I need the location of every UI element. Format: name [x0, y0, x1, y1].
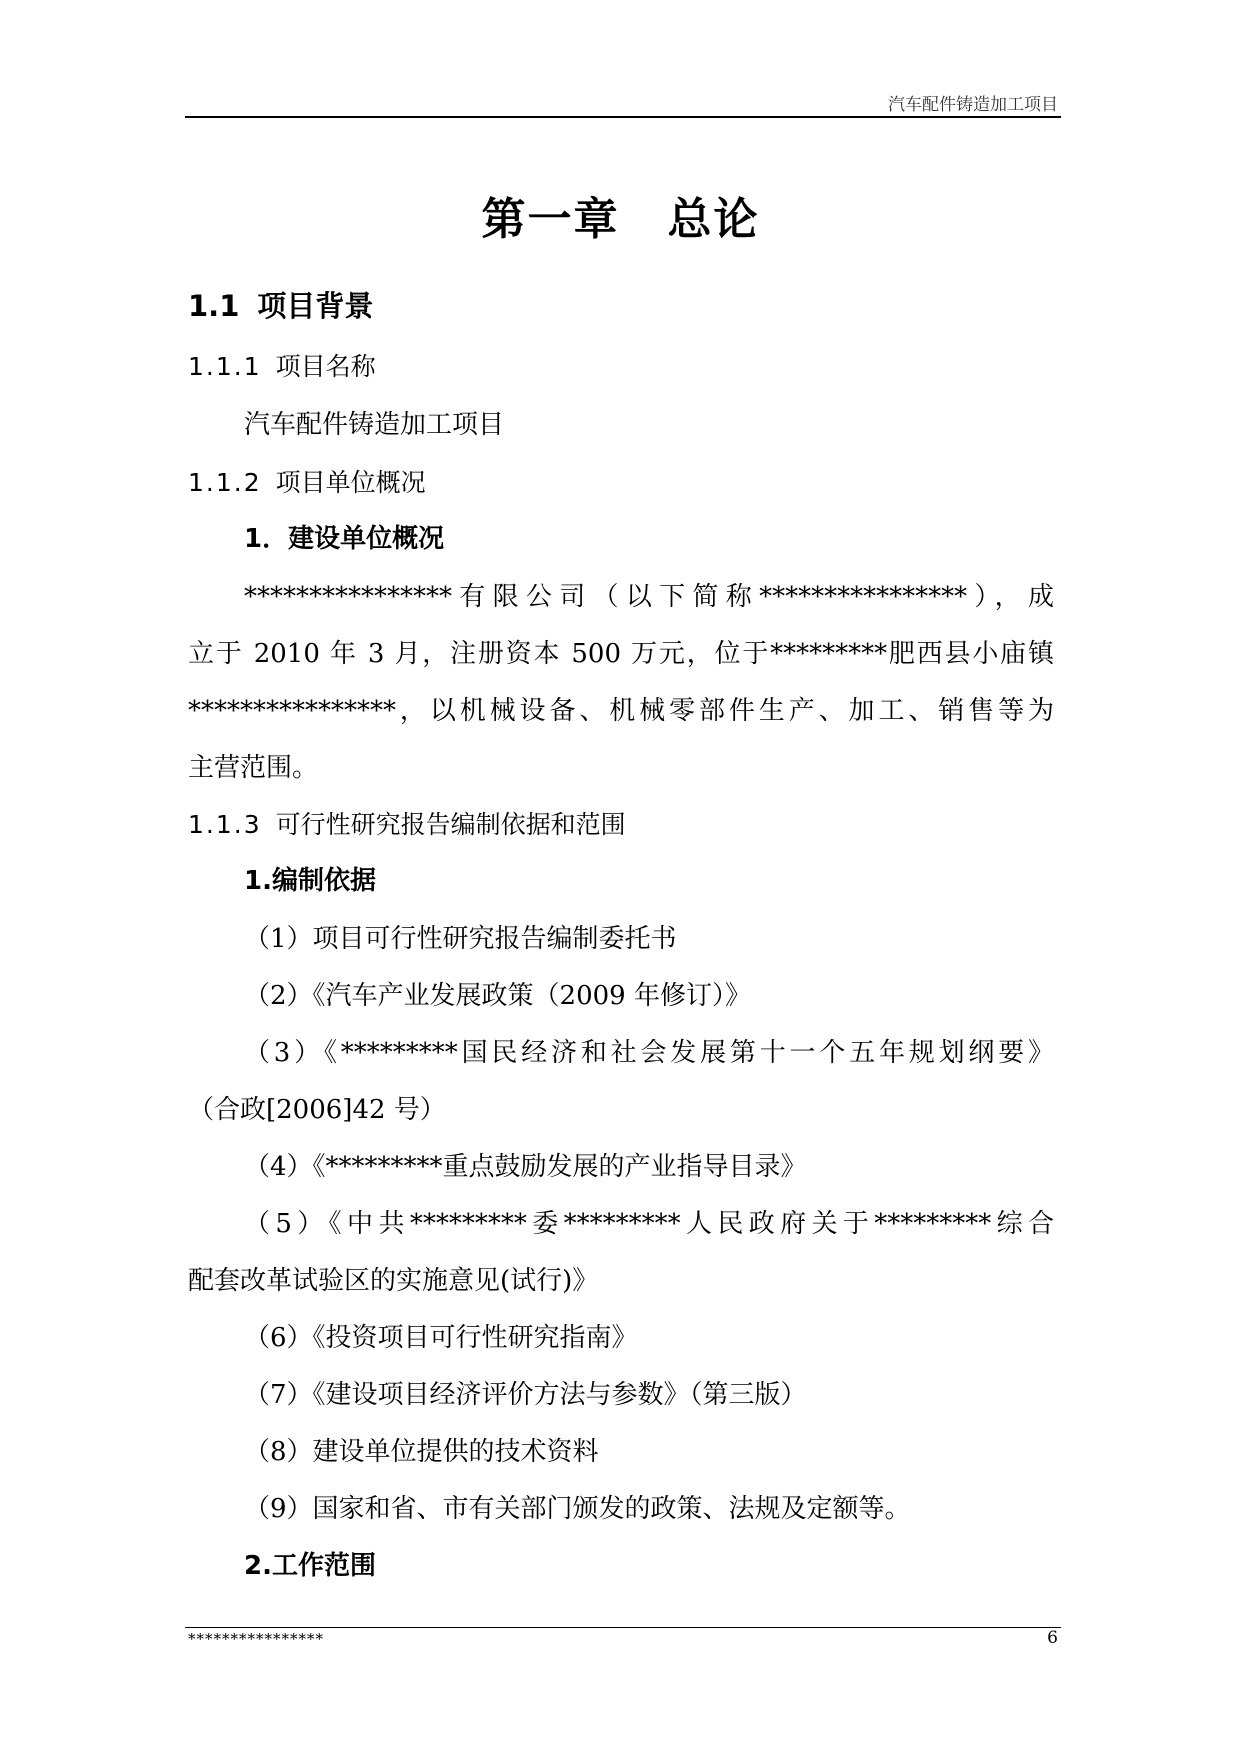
- subsection-number: 1.1.2: [188, 468, 262, 497]
- subsection-heading-111: [188, 350, 376, 384]
- subsection-heading-113: [188, 808, 626, 842]
- basis-item: （9）国家和省、市有关部门颁发的政策、法规及定额等。: [244, 1494, 911, 1524]
- page-number: 6: [1047, 1628, 1058, 1648]
- subsection-number: 1.1.1: [188, 352, 262, 381]
- basis-item: （4）《*********重点鼓励发展的产业指导目录》: [244, 1152, 807, 1182]
- subsection-heading-112: [188, 466, 426, 500]
- paragraph-line: ****************，以机械设备、机械零部件生产、加工、销售等为: [188, 696, 1054, 726]
- subsection-number: 1.1.3: [188, 810, 262, 839]
- basis-item: （5）《中共*********委*********人民政府关于*********综合: [244, 1209, 1054, 1239]
- sub-heading-scope: 2.工作范围: [244, 1551, 376, 1581]
- sub-heading-basis: 1.编制依据: [244, 866, 376, 896]
- paragraph-line: 立于 2010 年 3 月，注册资本 500 万元，位于*********肥西县小庙镇: [188, 639, 1054, 669]
- basis-item: （8）建设单位提供的技术资料: [244, 1437, 599, 1467]
- subsection-title: 可行性研究报告编制依据和范围: [275, 810, 626, 839]
- basis-item: （6）《投资项目可行性研究指南》: [244, 1323, 638, 1353]
- chapter-name: 总论: [667, 194, 760, 245]
- basis-item-continued: 配套改革试验区的实施意见(试行)》: [188, 1266, 599, 1296]
- basis-item-continued: （合政[2006]42 号）: [188, 1095, 446, 1125]
- section-number: 1.1: [188, 289, 240, 323]
- subsection-title: 项目名称: [275, 352, 376, 381]
- chapter-number: 第一章: [481, 194, 620, 245]
- header-rule: [185, 116, 1061, 118]
- paragraph-line: 主营范围。: [188, 753, 319, 783]
- running-header: 汽车配件铸造加工项目: [888, 95, 1058, 115]
- basis-item: （7）《建设项目经济评价方法与参数》（第三版）: [244, 1380, 807, 1410]
- paragraph-line: ****************有限公司（以下简称****************），成: [244, 582, 1054, 612]
- basis-item: （1）项目可行性研究报告编制委托书: [244, 924, 677, 954]
- subsection-title: 项目单位概况: [275, 468, 426, 497]
- basis-item: （2）《汽车产业发展政策（2009 年修订）》: [244, 981, 751, 1011]
- section-title: 项目背景: [257, 289, 374, 323]
- footer-masked-name: ****************: [188, 1630, 324, 1648]
- chapter-title: [0, 183, 1241, 247]
- project-name: 汽车配件铸造加工项目: [244, 410, 505, 440]
- section-heading: [188, 284, 373, 325]
- sub-heading-unit-overview: 1．建设单位概况: [244, 524, 445, 554]
- footer-rule: [185, 1627, 1061, 1628]
- basis-item: （3）《*********国民经济和社会发展第十一个五年规划纲要》: [244, 1038, 1054, 1068]
